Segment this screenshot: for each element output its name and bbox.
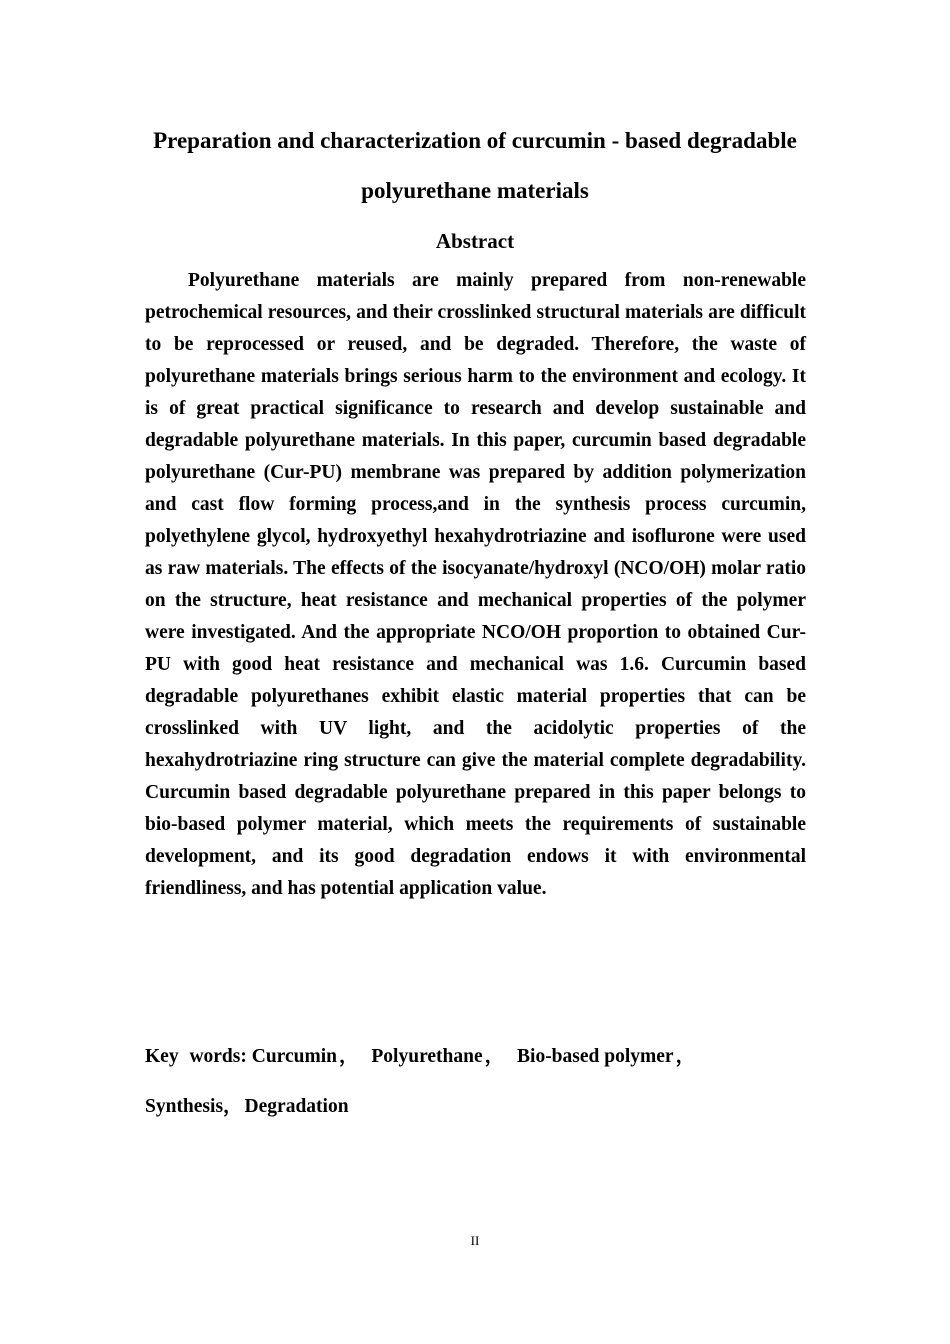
keyword-separator: ， — [484, 1046, 505, 1067]
keyword-item: Curcumin — [251, 1046, 337, 1067]
abstract-heading: Abstract — [435, 229, 515, 253]
keyword-item: Bio-based polymer — [517, 1046, 674, 1067]
keyword-item: Degradation — [244, 1096, 349, 1117]
keyword-separator: ， — [223, 1096, 243, 1117]
keyword-separator: ， — [339, 1046, 359, 1067]
keywords-line — [145, 1032, 805, 1132]
keyword-separator: ， — [675, 1046, 696, 1067]
document-title: Preparation and characterization of curcumin - based degradable polyurethane materials — [153, 128, 797, 203]
abstract-text: Polyurethane materials are mainly prepared from non-renewable petrochemical resources, and their crosslinked structural materials are difficult to be reprocessed or reused, and be degraded. Therefore, the waste of polyurethane materials brings serious harm to the environment and ecology. It is of great practical significance to research and develop sustainable and degradable polyurethane materials. In this paper, curcumin based degradable polyurethane (Cur-PU) membrane was prepared by addition polymerization and cast flow forming process,and in the synthesis process curcumin, polyethylene glycol, hydroxyethyl hexahydrotriazine and isoflurone were used as raw materials. The effects of the isocyanate/hydroxyl (NCO/OH) molar ratio on the structure, heat resistance and mechanical properties of the polymer were investigated. And the appropriate NCO/OH proportion to obtained Cur-PU with good heat resistance and mechanical was 1.6. Curcumin based degradable polyurethanes exhibit elastic material properties that can be crosslinked with UV light, and the acidolytic properties of the hexahydrotriazine ring structure can give the material complete degradability. Curcumin based degradable polyurethane prepared in this paper belongs to bio-based polymer material, which meets the requirements of sustainable development, and its good degradation endows it with environmental friendliness, and has potential application value. — [145, 270, 806, 899]
page-number: II — [470, 1233, 480, 1248]
keyword-item: Synthesis — [145, 1096, 224, 1117]
keywords-label: Key words: — [145, 1046, 247, 1067]
keyword-item: Polyurethane — [371, 1046, 483, 1067]
